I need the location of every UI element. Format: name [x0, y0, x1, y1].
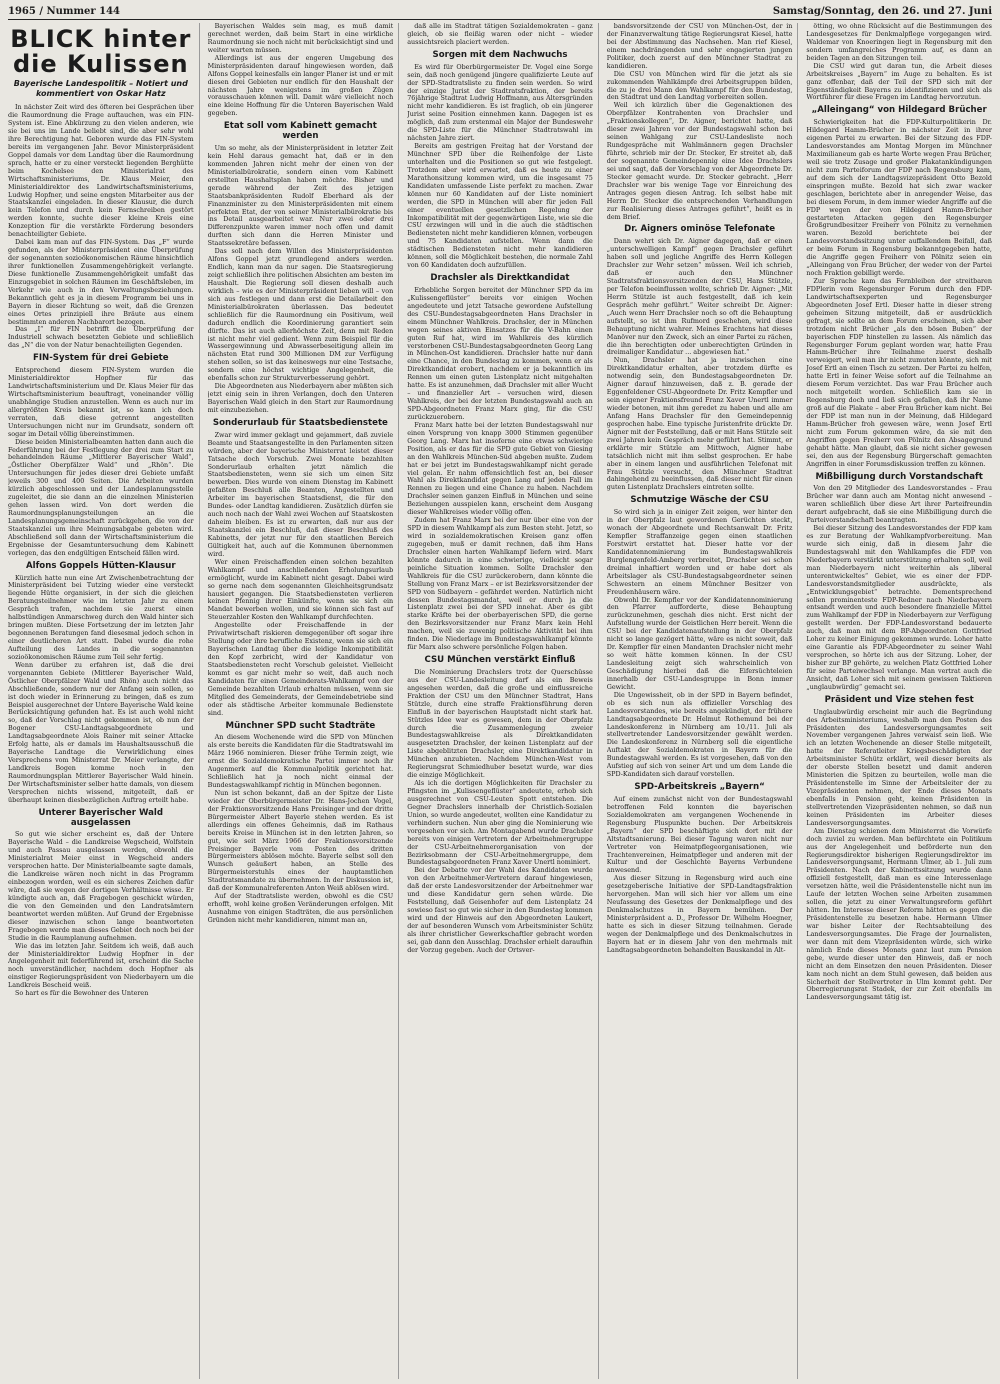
paragraph: daß alle im Stadtrat tätigen Sozialdemokraten – ganz gleich, ob sie fleißig waren oder nicht – wieder aussichtsreich placiert werden.	[407, 23, 593, 46]
paragraph: Zwar wird immer geklagt und gejammert, daß zuviele Beamte und Staatsangestellte in den Parlamenten sitzen würden, aber der bayerische Ministerrat leistet dieser Tatsache doch Vorschub. Zwei Monate bezahlten Sonderurlaub erhalten jetzt nämlich die Staatsbediensteten, wenn sie sich um einen Sitz bewerben. Dies wurde von einem Dienstag im Kabinett gefaßten Beschluß alle Beamten, Angestellten und Arbeiter im bayerischen Staatsdienst, die für den Bundes- oder Landtag kandidieren. Zusätzlich dürfen sie auch noch nach der Wahl zwei Wochen auf Staatskosten daheim bleiben. Es ist zu erwarten, daß nur aus der Staatskanzlei ein Beschluß, daß dieser Beschluß des Kabinetts, der jetzt nur für den staatlichen Bereich Gültigkeit hat, auch auf die Kommunen übernommen wird.	[207, 430, 394, 558]
paragraph: An diesem Wochenende wird die SPD von München als erste bereits die Kandidaten für die Stadtratswahl im März 1966 nominieren. Dieser frühe Termin zeigt, wie ernst die Sozialdemokratische Partei immer noch ihr Augenmerk auf die Kommunalpolitik gerichtet hat. Schließlich hat ja noch nicht einmal der Bundestagswahlkampf richtig in München begonnen.	[207, 733, 394, 789]
column-4	[607, 23, 799, 1379]
paragraph: Die Nominierung Drachslers trotz der Querschüsse aus der CSU-Landesleitung darf als ein Beweis angesehen werden, daß die große und einflussreiche Fraktion der CSU um den Münchner Stadtrat, Hans Stützle, durch eine straffe Fraktionsführung deren Einfluß in der bayerischen Hauptstadt nicht stark hat. Stützles Idee war es gewesen, dem in der Oberpfalz durch die Zusammenlegung zweier Bundestagswahlkreise als Direktkandidaten ausgesetzten Drachsler, der keinen Listenplatz auf der Liste abgeblitzten Drachsler, eine Direktkandidatur in München anzubieten. Nachdem München-West vom Regierungsrat Schmiedhuber besetzt wurde, war dies die einzige Möglichkeit.	[407, 667, 593, 780]
paragraph: So wird sich ja in einiger Zeit zeigen, wer hinter den in der Oberpfalz laut gewordenen Gerüchten steckt, wonach der Abgeordnete und Rechtsanwalt Dr. Fritz Kempfler Straffanzeige gegen einen staatlichen Forstwirt erstattet hat. Dieser hatte vor der Kandidatennominierung im Bundestagswahlkreis Burglengenfeld-Amberg verbreitet, Drachsler sei schon dreimal inhaftiert worden und er habe dort als Arbeitslager als CSU-Bundestagsabgeordneter seinen Schwestern an einem Münchner Besitzer von Freudenhäusern wäre.	[606, 508, 793, 596]
issue-date: Samstag/Sonntag, den 26. und 27. Juni	[772, 6, 992, 17]
section-headline: CSU München verstärkt Einfluß	[424, 655, 576, 666]
paragraph: So gut wie sicher erscheint es, daß der Untere Bayerische Wald – die Landkreise Wegscheid, Wolfstein und auch Passau ausgelassen werden, obwohl die Ministerialrat Meier einst in Wegscheid anders versprochen hatte. Der Ministerialbeamte sagte damals, die Landkreise wären noch nicht in das Programm einbezogen worden, weil es ein sicheres Zeichen dafür wäre, daß sie wegen der dortigen Verhältnisse wisse. Er kündigte auch an, daß Fragebogen geschickt würden, die von den Gemeinden und den Landratsämtern beantwortet werden müßten. Auf Grund der Ergebnisse dieser inzwischen schon lange beantworteten Fragebogen werde man dieses Gebiet doch noch bei der Studie in die Raumplanung aufnehmen.	[8, 830, 194, 942]
paragraph: Dabei kam man auf das FIN-System. Das „F“ wurde gefunden, als der Ministerpräsident eine Überprüfung der sogenannten sozioökonomischen Räume hinsichtlich ihrer funktionellen Zusammengehörigkeit verlangte. Diese funktionelle Zusammengehörigkeit umfaßt das Einzugsgebiet in solchen Räumen im Geschäftsleben, im Verkehr wie auch in den Verwaltungsbeziehungen. Bekanntlich geht es ja in diesem Programm bei uns in Bayern in dieser Richtung so weit, daß die Grenzen eines Ortes prinzipiell ihre Bräute aus einem bestimmten anderen Nachbarort bezogen.	[8, 238, 194, 326]
section-headline: Sorgen mit dem Nachwuchs	[432, 49, 568, 60]
paragraph: Franz Marx hatte bei der letzten Bundestagswahl nur einen Vorsprung von knapp 3000 Stimmen gegenüber Georg Lang. Marx hat insoferne eine etwas schwierige Position, als er das für die SPD gute Gebiet von Giesing an den Wahlkreis München-Süd abgeben mußte. Zudem hat er bei jetzt im Bundestagswahlkampf nicht gerade viel gelan. Er nahm offensichtlich fest an, bei dieser Wahl als Direktkandidat gegen Lang auf jeden Fall im Rennen zu liegen und eine Chance zu haben. Nachdem Drachsler seinen ganzen Einfluß in München und seine Beziehungen ausspielen kann, erscheint dem Ausgang dieser Wahlkreises wieder völlig offen.	[407, 420, 593, 517]
issue-number: 1965 / Nummer 144	[8, 6, 121, 17]
paragraph: Wer einen Freischaffenden einen solchen bezahlten Wahlkampf- und anschließenden Erholungsurlaub ermöglicht, wurde im Kabinett nicht gesagt. Dabei wird so gerne nach dem sogenannten Gleichheitsgrundsatz hausiert gegangen. Die Staatsbediensteten verlieren keinen Pfennig ihrer Einkünfte, wenn sie sich ein Mandat bewerben wollen, und sie können sich fast auf Steuerzahler Kosten den Wahlkampf durchfechten.	[207, 557, 394, 622]
paragraph: Zudem hat Franz Marx bei der nur über eine von der SPD in diesem Wahlkampf als zum Besten steht. Jetzt, so wird in sozialdemokratischen Kreisen ganz offen zugegeben, muß er damit rechnen, daß ihm Hans Drachsler einen harten Wahlkampf liefern wird. Marx könnte dadurch in eine schwierige, vielleicht sogar peinliche Situation kommen. Sollte Drachsler den Wahlkreis für die CSU zurückerobern, dann könnte die Stellung von Franz Marx – er ist Bezirksvorsitzender der SPD von Südbayern – gefährdet werden. Natürlich nicht dessen Bundestagsmandat, weil er durch ja die Listenplatz zwei bei der SPD innehat. Aber es gibt starke Kräfte bei der oberbayerischen SPD, die gerne den Bezirksvorsitzender nur Franz Marx kein Hehl machen, weil sie zuwenig politische Aktivität bei ihm finden. Die Niederlage im Bundestagswahlkampf könnte für Marx also schwere persönliche Folgen haben.	[407, 516, 593, 652]
paragraph: Diese beiden Ministerialbeamten hatten dann auch die Federführung bei der Festlegung der drei zum Start zu behandelnden Räume „Mittlerer Bayerischer Wald“, „Östlicher Oberpfälzer Wald“ und „Rhön“. Die Untersuchungen für jedes dieser drei Gebiete umfaßt jeweils 300 und 400 Seiten. Die Arbeiten wurden kürzlich abgeschlossen und der Landesplanungsstelle zugeleitet, die sie dann an die einzelnen Ministerien gehen lassen wird. Von dort werden die Raumordnungsplanungsteilungen an die Landesplanungsgemeinschaft zurückgehen, die von der Staatskanzlei um ihre Meinungsabgabe gebeten wird. Abschließend soll dann der Wirtschaftsministerium die Ergebnisse der Gesamtuntersuchung dem Kabinett vorlegen, das den endgültigen Entscheid fällen wird.	[8, 437, 194, 557]
paragraph: Erhebliche Sorgen bereitet der Münchner SPD da im „Kulissengeflüster“ bereits vor einigen Wochen angedeutete und jetzt Tatsache gewordene Aufstellung des CSU-Bundestagsabgeordneten Hans Drachsler in einem Münchner Wahlkreis. Drachsler, der in München wegen seines aktiven Einsatzes für die V-Bahn einen guten Ruf hat, wird im Wahlkreis des kürzlich verstorbenen CSU-Bundestagsabgeordneten Georg Lang in München-Ost kandidieren. Drachsler hatte nur dann eine Chance, in den Bundestag zu kommen, wenn er als Direktkandidat erobert, nachdem er ja bekanntlich im Rennen um einen guten Listenplatz nicht mitgehalten hatte. Es ist anzunehmen, daß Drachsler mit aller Wucht – und finanzieller Art – versuchen wird, diesen Wahlkreis, der bei der letzten Bundestagswahl auch an SPD-Abgeordneten Franz Marx ging, für die CSU zurückzuerobern.	[407, 285, 593, 421]
paragraph: Die CSU wird gut daran tun, die Arbeit dieses Arbeitskreises „Bayern“ im Auge zu behalten. Es ist ganz offenbar, daß der Teil der SPD sich mit der Eigenständigkeit Bayerns zu identifizieren und sich als Wortführer für diese Fragen im Landtag hervorzutun.	[806, 61, 992, 102]
section-headline: Unterer Bayerischer Wald ausgelassen	[38, 807, 164, 828]
paragraph: Wie das im letzten Jahr. Seitdem ich weiß, daß auch der Ministerialdirektor Ludwig Hopfner in der Angelegenheit mit federführend ist, erscheint die Sache noch unverständlicher, nachdem doch Hopfner als einstiger Regierungspräsident von Niederbayern um die Landkreis Bescheid weiß.	[8, 941, 194, 990]
paragraph: Es wird für Oberbürgermeister Dr. Vogel eine Sorge sein, daß noch genügend jüngere qualifizierte Leute auf der SPD-Stadtratsliste zu finden sein werden. So wird der einzige Jurist der Stadtratsfraktion, der bereits 76jährige Stadtrat Ludwig Hoffmann, aus Altersgründen nicht mehr kandidieren. Es ist fraglich, ob ein jüngerer Jurist seine Position einnehmen kann. Dagegen ist es möglich, daß zum erstenmal ein Major der Bundeswehr die SPD-Liste für die Münchner Stadtratswahl im nächsten Jahre ziert.	[407, 62, 593, 143]
paragraph: Bayerischen Waldes sein mag, es muß damit gerechnet werden, daß beim Start in eine wirkliche Raumordnung sie noch nicht mit berücksichtigt sind und weiter warten müssen.	[207, 23, 394, 54]
paragraph: Am Dienstag schienen dem Ministerrat die Vorwürfe doch zuviel zu werden. Man befürchtete ein Politikum aus der Angelegenheit und beförderte nun den Regierungsdirektor bisherigen Regierungsdirektor im Landesversorgungsamt, Hermann Ulmer, ab 1. Juli zum Präsidenten. Nach der Kabinettssitzung wurde dann offiziell festgestellt, daß man es eine Interessenlage versetzen hätte, weil die Präsidentenstelle nicht nun im Laufe der letzten Wochen seine Arbeiten zusammen sollen, die jetzt zu einer Verwaltungsreform geführt hätten. Im Interesse dieser Reform hätten es gegen die Präsidentenstelle zu besetzen habe. Hermann Ulmer war bisher Leiter der Rechtsabteilung des Landesversorgungsamtes. Die Frage der Journalisten, wer dann mit dem Vizepräsidenten würde, sich wirke nämlich Ende dieses Monats ganz laut zum Pension gebe, wurde dieser unter den Hinweis, daß er noch nicht an dem Einsetzen den neuen Präsidenten. Dieser kam noch nicht an dem Stuhl gewesen, daß beiden aus Sicherheit der Stellvertreter in Ulm kommt geht. Der Oberregierungsrat Stadek, der zur Zeit ebenfalls im Landesversorgungsamt tätig ist.	[806, 826, 992, 1002]
section-headline: „Alleingang“ von Hildegard Brücher	[811, 105, 987, 116]
paragraph: Um so mehr, als der Ministerpräsident in letzter Zeit kein Hehl daraus gemacht hat, daß er in den kommenden Jahren nicht mehr der einen von der Ministerialbürokratie, sondern einen vom Kabinett erstellten Haushaltsplan haben möchte. Bisher und gerade während der Zeit des jetzigen Staatsbankpräsidenten Rudolf Eberhard als der Finanzminister zu den Ministerpräsidenten mit einem perfekten Etat, der von seiner Ministerialbürokratie bis ins Detail ausgearbeitet war. Nur zwei oder drei Differenzpunkte waren immer noch offen und damit durften sich dann die Herren Minister und Staatssekretäre befassen.	[207, 144, 394, 248]
section-headline: Drachsler als Direktkandidat	[430, 273, 570, 284]
paragraph: Auf der Stadtratsliste werden, obwohl es die CSU erhofft, wohl keine großen Veränderungen erfolgen. Mit Ausnahme von einigen Stadträten, die aus persönlichen Gründen nicht mehr kandidieren, nimmt man an,	[207, 892, 394, 924]
paragraph: Das soll nach dem Willen des Ministerpräsidenten Alfons Goppel jetzt grundlegend anders werden. Endlich, kann man da nur sagen. Die Staatsregierung zeigt schließlich ihre politischen Absichten am besten im Haushalt. Die Regierung soll diesen deshalb auch wirklich – wie es der Ministerpräsident lieben will – von sich aus festlegen und dann erst die Detailarbeit den Ministerialbürokraten überlassen. Das bedeutet schließlich für die Raumordnung ein Positivum, weil dadurch endlich die Koordinierung garantiert sein dürfte. Das ist auch allerhöchste Zeit, denn mit Reden ist nicht mehr viel gedient. Wenn zum Beispiel für die Wassergewinnung und Abwasserbeseitigung allein im nächsten Etat rund 300 Millionen DM zur Verfügung stehen sollen, so ist das keineswegs nur eine Testsache, sondern eine höchst wichtige Angelegenheit, die ebenfalls schon zur Strukturverbesserung gehört.	[207, 247, 394, 383]
section-headline: Münchner SPD sucht Stadträte	[225, 720, 376, 731]
paragraph: Entsprechend diesem FIN-System wurden die Ministerialdirektor Hopfner für das Landwirtschaftsministerium und Dr. Klaus Meier für das Wirtschaftsministerium beauftragt, voneinander völlig unabhängige Studien anzustellen. Wenn es auch nur im allergrößten Kreis bekannt ist, so kann ich doch verraten, daß diese getrennt angestellten Untersuchungen nicht nur im Grundsatz, sondern oft sogar im Detail völlig übereinstimmen.	[8, 366, 194, 438]
paragraph: Bei der Debatte vor der Wahl des Kandidaten wurde von den Arbeitnehmer-Vertretern darauf hingewiesen, daß der erste Landesvorsitzender der Arbeitnehmer war und diese Kandidatur gern sehen würde. Die Feststellung, daß Geisenhofer auf dem Listenplatz 24 sowieso fast so gut wie sicher in den Bundestag kommen wird und der Hinweis auf den Abgeordneten Laukert, der auf besonderen Wunsch vom Arbeitsminister Schütz als ihrer christlicher Gewerkschaftler gebracht worden sei, gab dann den Ausschlag. Drachsler erhielt daraufhin der Vorzug gegeben. Auch der Ortsver-	[407, 866, 593, 954]
paragraph: Unglaubwürdig erscheint mir auch die Begründung des Arbeitsministeriums, weshalb man den Posten des Präsidenten des Landesversorgungsamtes seit November vergangenen Jahres verwaist sein ließ. Wie ich an letzten Wochenende an dieser Stelle mitgeteilt, hatte der Referatleiter Kriegsbeschädigten der Arbeitsminister Schütz erklärt, weil dieser bereits als der oberste Stellen besetzt und damit anderen Ministerien die Spitzen zu beurteilen, wolle man die Präsidentenstelle im Sinne der Arbeitsleiter der zu Vizepräsidenten nehmen, der Ende dieses Monats ebenfalls in Pension geht, keinen Präsidenten in stellvertretenden Vizepräsidenten nehmen, so daß nun keinen Präsidenten im Arbeiter dieses Landesversorgungsamtes.	[806, 707, 992, 827]
paragraph: Aus dieser Sitzung in Regensburg wird auch eine gesetzgeberische Initiative der SPD-Landtagsfraktion hervorgehen. Man will sich hier vor allem um eine Neufassung des Gesetzes der Denkmalpflege und des Denkmalschutzes in Bayern bemühen. Der Ministerpräsident a. D., Professor Dr. Wilhelm Hoegner, hatte es sich in dieser Sitzung teilnahmen. Gerade wegen der Denkmalpflege und des Denkmalschutzes in Bayern hat er in diesem Jahr von den mehrmals mit Landtagsabgeordneten behandelten Bauskandal in Alt-	[606, 874, 793, 954]
article-title: BLICK hinter die Kulissen	[10, 25, 192, 79]
section-headline: SPD-Arbeitskreis „Bayern“	[634, 782, 765, 793]
paragraph: ötting, wo ohne Rücksicht auf die Bestimmungen des Landesgesetzes für Denkmalpflege vorgegangen wird. Waldemar von Knoeringen liegt in Regensburg mit den sondern umfangreiches Programm auf, es dann an beiden Tagen an den Sitzungen teil.	[806, 23, 992, 62]
masthead	[8, 6, 992, 20]
paragraph: Die Ungewissheit, ob in der SPD in Bayern befindet, ob es sich nun als offizieller Vorschlag des Landesvorstandes, wie bereits angekündigt, der frühere Landtagsabgeordnete Dr. Helmut Rothemund bei der Landeskonferenz in Nürnberg am 10./11. Juli als stellvertretender Landesvorsitzender gewählt werden. Die Landeskonferenz in Nürnberg soll die eigentliche Auftakt der Sozialdemokraten in Bayern für die Bundestagswahl werden. Es ist vorgesehen, daß von den Aufstieg auf sich von seiner Art und um dem Lande die SPD-Kandidaten sich darauf vorstellen.	[606, 690, 793, 779]
section-headline: Schmutzige Wäsche der CSU	[630, 495, 769, 506]
section-headline: Dr. Aigners ominöse Telefonate	[624, 224, 776, 235]
paragraph: In nächster Zeit wird des öfteren bei Gesprächen über die Raumordnung die Frage auftauchen, was ein FIN-System ist. Eine Abkürzung zu den vielen anderen, wie sie bei uns im Lande beliebt sind, die aber sehr wohl ihre Berechtigung hat. Geboren wurde das FIN-System bereits im vergangenen Jahr. Bevor Ministerpräsident Goppel damals vor dem Landtag über die Raumordnung sprach, hatte er zu einer versteckt liegenden Berghütte beim Kochelsee den Ministerialrat des Wirtschaftsministeriums, Dr. Klaus Meier, den Ministerialdirektor des Landwirtschaftsministeriums, Ludwig Hopfner, und seine engsten Mitarbeiter aus der Staatskanzlei eingeladen. In dieser Klausur, die durch kein Telefon und durch kein Fernschreiben gestört werden konnte, suchte dieser kleine Kreis eine Konzeption für die verstärkte Förderung besonders benachteiligter Gebiete.	[8, 103, 194, 239]
paragraph: Schwierigkeiten hat die FDP-Kulturpolitikerin Dr. Hildegard Hamm-Brücher in nächster Zeit in ihrer eigenen Partei zu erwarten. Bei der Sitzung des FDP-Landesvorstandes am Montag Morgen im Münchner Maximilianeum gab es harte Worte wegen Frau Brücher, weil sie trotz Zusage und großer Plakatankündigungen nicht zum Parteiforum der FDP nach Regensburg kam, auf dem sich der Landtagsvizepräsident Otto Bezold einspringen mußte. Bezold hat sich zwar wacker geschlagen, berichtete aber in anregender Weise, das bei diesem Forum, in dem immer wieder Angriffe auf die FDP wegen der von Hildegard Hamm-Brücher gestarteten Attacken gegen den Regensburger Großgrundbesitzer Freiherr von Pölnitz zu vernehmen waren. Bezold berichtete bei der Landesvorstandssitzung unter auffallendem Beifall, daß er beim Forum in Regensburg bekanntgegeben hatte, die Angriffe gegen Freiherr von Pölnitz seien ein „Alleingang von Frau Brücher, der weder von der Partei noch Fraktion gebilligt werde.	[806, 118, 992, 278]
paragraph: Auf einem zunächst nicht von der Bundestagswahl betroffenen Feld konnten die bayerischen Sozialdemokraten am vergangenen Wochenende in Regensburg Pluspunkte buchen. Der Arbeitskreis „Bayern“ der SPD beschäftigte sich dort mit der Altstadtsanierung. Bei dieser Tagung waren nicht nur Vertreter von Heimatpflegeorganisationen, wie Trachtenvereinen, Heimatpfleger und anderen mit der Kultur und der Geschichte Bayerns Verbundene anwesend.	[606, 794, 793, 875]
paragraph: Wenn darüber zu erfahren ist, daß die drei vorgenannten Gebiete (Mittlerer Bayerischer Wald, Östlicher Oberpfälzer Wald und Rhön) auch nicht das Abschließende, sondern nur der Anfang sein sollen, so ist doch wieder in Erinnerung zu bringen, daß es zum Beispiel ausgerechnet der Untere Bayerische Wald keine Berücksichtigung gefunden hat. Es ist auch wohl nicht so, daß der Vorschlag nicht gekommen ist, ob nun der Bogener CSU-Landtagsabgeordnete und Landtagsabgeordnete Alois Rainer mit seiner Attacke Erfolg hatte, als er damals im Haushaltsausschuß die Bayerische Landtage die Verwirklichung eines Versprechens vom Ministerrat Dr. Meier verlangte, der Landkreis Bogen komme noch in den Raumordnungsplan Mittlerer Bayerischer Wald hinein. Der Wirtschaftsminister selber hatte damals, von diesem Versprechen nichts wissend, mitgeteilt, daß er überhaupt keinen diesbezüglichen Auftrag erteilt habe.	[8, 660, 194, 804]
article-columns	[8, 23, 992, 1379]
paragraph: Als ich die dortigen Möglichkeiten für Drachsler zu Pfingsten im „Kulissengeflüster“ andeutete, erhob sich ausgerechnet von CSU-Leuten Spott entstehen. Die Gegner Drachslers innerhalb der Christlich-Sozialen Union, so wurde angedeutet, wollten eine Kandidatur zu verhindern suchen. Nun aber ging die Nominierung wie vorgesehen vor sich. Am Montagabend wurde Drachsler bereits von einigen Vertretern der Arbeitnehmergruppe der CSU-Arbeitnehmerorganisation von der Bezirksobmann der CSU-Arbeitnehmergruppe, dem Bundestagsabgeordneten Franz Xaver Unertl nominiert.	[407, 779, 593, 867]
paragraph: Allerdings ist aus der engeren Umgebung des Ministerpräsidenten darauf hingewiesen worden, daß Alfons Goppel keinesfalls ein langer Planer ist und er mit diesen drei Gebieten nur endlich für den Haushalt der nächsten Jahre wenigstens im großen Zügen vorausschauen können will. Damit wäre vielleicht noch eine kleine Hoffnung für die Unteren Bayerischen Wald gegeben.	[207, 53, 394, 118]
column-2	[208, 23, 400, 1379]
paragraph: Die Abgeordneten aus Niederbayern aber müßten sich jetzt einig sein in ihren Verlangen, doch den Unteren Bayerischen Wald gleich in den Start zur Raumordnung mit einzubeziehen.	[207, 382, 394, 414]
paragraph: Bereits am gestrigen Freitag hat der Vorstand der Münchner SPD über die Reihenfolge der Liste unterhalten und die Positionen so gut wie festgelegt. Trotzdem aber wird erwartet, daß es heute zu einer Marathonsitzung kommen wird, um die insgesamt 75 Kandidaten umfassende Liste perfekt zu machen. Zwar können nur 60 Kandidaten auf der Liste nominiert werden, die SPD in München will aber für jeden Fall einer eventuellen gesetzlichen Regelung der Inkompatibilität mit der gegenwärtigen Liste, wie sie die CSU erzwingen will und in die auch die städtischen Bediensteten nicht mehr kandidieren können, vorbeugen und 75 Kandidaten aufstellen. Wenn dann die städtischen Bediensteten nicht mehr kandidieren können, soll die Möglichkeit bestehen, die normale Zahl von 60 Kandidaten doch aufzufüllen.	[407, 142, 593, 270]
paragraph: Die CSU von München wird für die jetzt als sie zukommenden Wahlkämpfe drei Arbeitsgruppen bilden, die zu je drei Mann den Wahlkampf für den Bundestag, den Stadtrat und den Landtag vorbereiten sollen.	[606, 69, 793, 102]
paragraph: Kürzlich hatte nun eine Art Zwischenbetrachtung der Ministerpräsident bei Tutzing wieder eine versteckt liegende Hütte organisiert, in der sich die gleichen Beratungsteilnehmer wie im letzten Jahr zu einem Gespräch trafen, nachdem sie zuerst einen halbstündigen Anmarschweg durch den Wald hinter sich bringen mußten. Diese Fortsetzung der im letzten Jahr begonnenen Beratungen fand diesesmal jedoch schon in einer deutlicheren Art statt. Dabei wurde die rohe Aufteilung des Landes in die sogenannten sozioökonomischen Räume zum Teil sehr fertig.	[8, 573, 194, 661]
paragraph: Von den 29 Mitglieder des Landesvorstandes – Frau Brücher war dann auch am Montag nicht anwesend – waren schließlich über diese Art ihrer Parteifreundin derart aufgebracht, daß sie eine Mißbilligung durch die Parteivorstandschaft beantragten.	[806, 484, 992, 525]
paragraph: Das „I“ für FIN betrifft die Überprüfung der Industriell schwach besetzten Gebiete und schließlich das „N“ die von der Natur benachteiligten Gegenden.	[8, 325, 194, 350]
paragraph: Nun, Drachsler hat ja inzwischen eine Direktkandidatur erhalten, aber trotzdem dürfte es notwendig sein, den Bundestagsabgeordneten Dr. Aigner darauf hinzuweisen, daß z. B. gerade der Eggenfeldener CSU-Abgeordnete Dr. Fritz Kempfler und sein eigener Fraktionsfreund Franz Xaver Unertl immer wieder betonen, mit ihm geredet zu haben und alle am Anfang Hans Drachsler für den Gemeindepennig gesprochen habe. Eine typische Juristenfrite drückte Dr. Aigner mit der Feststellung, daß er mit Hans Stützle seit zwei Jahren kein Gespräch mehr geführt hat. Stimmt, er erklärte mir Stützle am Mittwoch, Aigner habe tatsächlich nicht mit ihm selbst gesprochen. Er habe aber in einem langen und ausführlichen Telefonat mit Frau Stützle versucht, den Münchner Stadtrat dahingehend zu beeinflussen, daß dieser nicht für einen guten Listenplatz Drachslers eintreten sollte.	[606, 356, 793, 492]
paragraph: So hart es für die Bewohner des Unteren	[15, 989, 149, 998]
paragraph: Weil ich kürzlich über die Gegenaktionen des Oberpfälzer Kontrahenten von Drachsler und „Fraktionskollegen“, Dr. Aigner, berichtet hatte, daß dieser zwei Jahren vor der Bundestagswahl schon bei seinen Wahlgang zur CSU-Landesliste noch Rundgespräche mit Wahlmännern gegen Drachsler führte, schrieb mir der Dr. Stecker, Er streitet ab, daß der sogenannte Gemeindepennig eine Idee Drachslers sei und sagt, daß der Vorschlag von der Abgeordnete Dr. Stecker gemacht wurde. Dr. Stecker gebracht. „Herr Drachsler war bis wenige Tage vor Einreichung des Antrages gegen diesen Antrag. Ich selbst habe mit Herrn Dr. Stecker die entsprechenden Verhandlungen zur Realisierung dieses Antrages geführt“, heißt es in dem Brief.	[606, 101, 793, 221]
paragraph: Dann wehrt sich Dr. Aigner dagegen, daß er einen „unterschwelligen Kampf“ gegen Drachsler geführt haben soll und jegliche Angriffe des Herrn Kollegen Drachsler zur Wehr setzen“ müssen. Weil ich schrieb, daß er auch den Münchner Stadtratsfraktionsvorsitzenden der CSU, Hans Stützle, per Telefon beeinflussen wollte, schrieb Dr. Aigner: „Mit Herrn Stützle ist auch festgestellt, daß ich kein Gespräch mehr geführt.“ Weiter schreibt Dr. Aigner: „Auch wenn Herr Drachsler noch so oft die Behauptung aufstellt, so ist ihm Rufmord geschehen, wird diese Behauptung nicht wahrer. Meines Erachtens hat dieses Manöver nur den Zweck, sich an einer Partei zu rächen, die ihn berechtigten oder unberechtigten Gründen in dreimaliger Kandidatur ... abgewiesen hat.“	[606, 237, 793, 357]
paragraph: Zur Sprache kam das Fernbleiben der streitbaren FDPlerin vom Regensburger Forum durch den FDP-Landwirtschaftsexperten und Regensburger Abgeordneten Josef Ertl. Dieser hatte in dieser streng geheimen Sitzung mitgeteilt, daß er ausdrücklich gefragt, sie sollte an dem Forum erscheinen, sich aber trotzdem nicht Brücher „als den bösen Buben“ der bayerischen FDP hinstellen zu lassen. Als nämlich das Regensburger Forum geplant worden war, hatte Frau Hamm-Brücher ihre Teilnahme zuerst deshalb verweigert, weil man ihr nicht zumuten könnte, sich mit Josef Ertl an einen Tisch zu setzen. Der Partei zu helfen, hatte Ertl in feiner Weise sofort auf die Teilnahme an diesem Forum verzichtet. Das war Frau Brücher auch noch mitgeteilt worden. Schließlich kam sie in Regensburg doch und ließ sich gefallen, daß ihr Name groß auf die Plakate – aber Frau Brücher kam nicht. Bei der FDP ist man nun in der Meinung, daß Hildegard Hamm-Brücher froh gewesen wäre, wenn Josef Ertl nicht zum Forum gekommen wäre, da sie mit den Angriffen gegen Freiherr von Pölnitz den Absagegrund gehabt hätte. Man glaubt, daß sie nicht sicher gewesen sei, den aus der Regensburg Bürgerschaft gemachten Angriffen in einer Forumsdiskussion treffen zu können.	[806, 277, 992, 468]
paragraph: Nun ist schon bekannt, daß an der Spitze der Liste wieder der Oberbürgermeister Dr. Hans-Jochen Vogel, der Fraktionsvorsitzende Hans Preisinger und der dritte Bürgermeister Albert Bayerle stehen werden. Es ist allerdings ein offenes Geheimnis, daß im Rathaus bereits Kreise in München ist in den letzten Jahren, so gut, wie seit März 1966 der Fraktionsvorsitzende Preisinger Bayerle vom Posten des dritten Bürgermeisters ablösen möchte. Bayerle selbst soll den Wunsch geäußert haben, an Stelle des Bürgermeisterstuhls eines der hauptamtlichen Stadtratsmandate zu übernehmen. In der Diskussion ist, daß der Kommunalreferenten Anton Weiß ablösen wird.	[207, 788, 394, 893]
column-5	[806, 23, 992, 1379]
section-headline: Sonderurlaub für Staatsbedienstete	[212, 417, 388, 428]
paragraph: Obwohl Dr. Kempfler vor der Kandidatennominierung den Pfarrer aufforderte, diese Behauptung zurückzunehmen, geschah dies nicht. Erst nicht der Aufstellung wurde der Geistlichen Herr bereit. Wenn die CSU bei der Kandidatenaufstellung in der Oberpfalz nicht so lange gezögert hätte, wäre es nicht soweit, daß Dr. Kempfler für einen Mandanten Drachsler nicht mehr so weit hätte kommen können. In der CSU Landesleitung zeigt sich wahrscheinlich von Geschädigung hierbei daß die Eifersüchteleien innerhalb der CSU-Landesgruppe in Bonn immer Gewicht.	[606, 595, 793, 691]
section-headline: FIN-System für drei Gebiete	[32, 353, 169, 364]
section-headline: Alfons Goppels Hütten-Klausur	[25, 560, 176, 571]
section-headline: Mißbilligung durch Vorstandschaft	[815, 471, 983, 482]
article-byline: Bayerische Landespolitik – Notiert und kommentiert von Oskar Hatz	[13, 79, 188, 99]
section-headline: Etat soll vom Kabinett gemacht werden	[223, 121, 377, 142]
section-headline: Präsident und Vize stehen fest	[824, 694, 974, 705]
paragraph: Bei dieser Sitzung des Landesvorstandes der FDP kam es zur Beratung der Wahlkampfvorbereitung. Man wurde sich einig, daß in diesem Jahr die Bundestagswahl mit den Wahlkampfes die FDP von Niederbayern verstärkt unterstützung erhalten soll, weil man Niederbayern nicht weiterhin als „liberal unterentwickeltes“ Gebiet, wie es einer der FDP-Landesvorstandsmitglieder ausdrückte, als „Entwicklungsgebiet“ betrachte. Dementsprechend sollen prominenteste FDP-Redner nach Niederbayern entsandt werden und auch besondere finanzielle Mittel zum Wahlkampf der FDP in Niederbayern zur Verfügung gestellt werden. Der FDP-Landesvorstand bedauerte auch, daß man mit dem BP-Abgeordneten Gottfried Loher zu keiner Einigung gekommen wurde. Loher hatte eine Garantie als FDP-Abgeordneter zu seiner Wahl versprochen, so hörte ich aus der Sitzung. Loher, der bisher zur BP gehörte, zu welchen Platz Gottfried Loher für seine Parteiwechsel verlange. Man vertrat auch die Ansicht, daß Loher sich mit seinem gewissen Taktieren „unglaubwürdig“ gemacht sei.	[806, 524, 992, 691]
column-1	[8, 23, 200, 1379]
paragraph: Angestellte oder Freischaffende in der Privatwirtschaft riskieren demgegenüber oft sogar ihre Stellung oder ihre berufliche Existenz, wenn sie sich ein Bayerischen Landtag über die leidige Inkompatibilität den Kopf zerbricht, wird der Kandidatur von Staatsbediensteten recht Vorschub geleistet. Vielleicht kommt es gar nicht mehr so weit, daß auch noch Kandidaten für einen Gemeinderats-Wahlkampf von der Gemeinde bezahlten Urlaub erhalten müssen, wenn sie Mitglied des Gemeinderats, der Gemeindebetriebe sind oder als städtische Arbeiter kommunale Bedienstete sind.	[207, 621, 394, 717]
column-3	[407, 23, 599, 1379]
paragraph: bandsvorsitzende der CSU von München-Ost, der in der Finanzverwaltung tätige Regierungsrat Kiesel, hatte bei der Abstimmung das Nachsehen. Man rief Kiesel, einem nachdrängenden und sehr engagierten jungen Politiker, doch zuerst auf den Münchner Stadtrat zu kandidieren.	[606, 23, 793, 70]
